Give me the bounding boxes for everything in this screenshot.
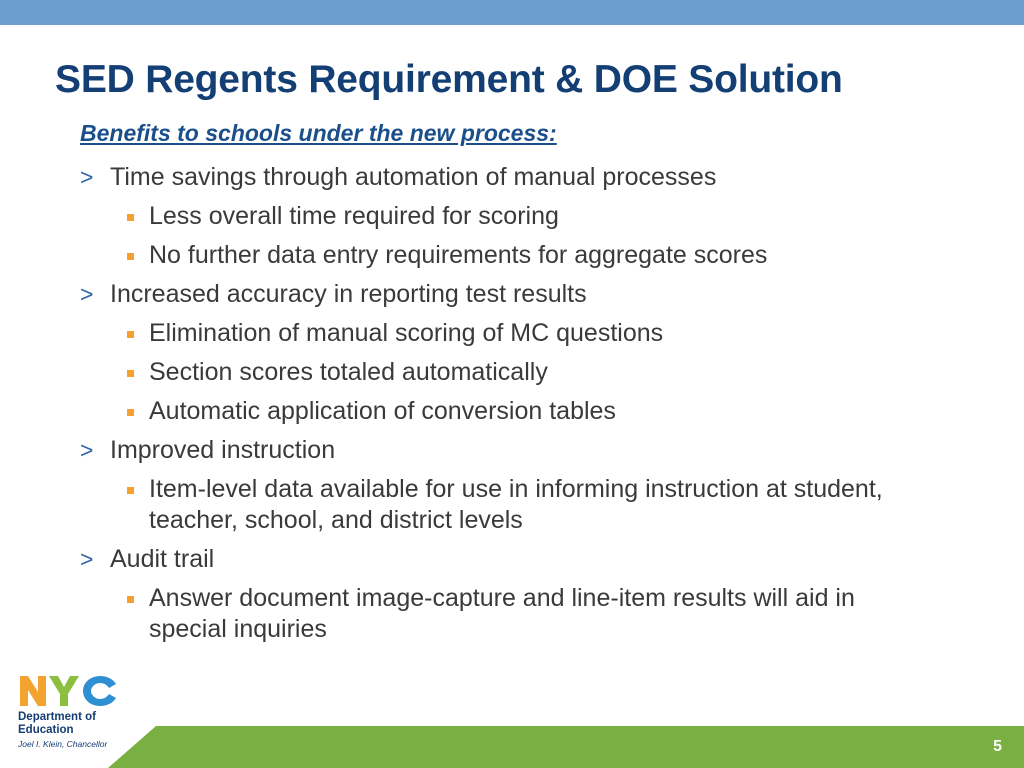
sub-bullet-text: Elimination of manual scoring of MC questions (149, 319, 664, 347)
bullet-text: Audit trail (110, 545, 215, 573)
sub-bullet-text: Automatic application of conversion tables (149, 397, 616, 425)
bullet-item (80, 544, 920, 574)
footer-bar (108, 726, 1024, 768)
sub-bullet-item (80, 318, 920, 349)
bullet-text: Improved instruction (110, 436, 336, 464)
bullet-text: Increased accuracy in reporting test results (110, 280, 587, 308)
sub-bullet-text: Less overall time required for scoring (149, 202, 559, 230)
sub-bullet-text: No further data entry requirements for aggregate scores (149, 241, 768, 269)
page-number: 5 (993, 738, 1002, 755)
square-bullet-icon (127, 487, 134, 494)
square-bullet-icon (127, 253, 134, 260)
slide-subtitle: Benefits to schools under the new process: (80, 120, 557, 146)
square-bullet-icon (127, 409, 134, 416)
sub-bullet-item (80, 474, 920, 536)
square-bullet-icon (127, 596, 134, 603)
bullet-arrow-icon: > (80, 164, 94, 190)
sub-bullet-text: Section scores totaled automatically (149, 358, 548, 386)
sub-bullet-item (80, 201, 920, 232)
sub-bullet-text: Item-level data available for use in informing instruction at student, teacher, school, and district levels (149, 475, 883, 534)
sub-bullet-item (80, 583, 920, 645)
nyc-logo-icon (18, 674, 120, 708)
sub-bullet-item (80, 396, 920, 427)
sub-bullet-text: Answer document image-capture and line-item results will aid in special inquiries (149, 584, 855, 643)
bullet-item (80, 435, 920, 465)
logo-chancellor: Joel I. Klein, Chancellor (18, 739, 108, 749)
logo-dept-line1: Department of (18, 711, 96, 723)
sub-bullet-item (80, 357, 920, 388)
bullet-item (80, 162, 920, 192)
square-bullet-icon (127, 214, 134, 221)
top-accent-bar (0, 0, 1024, 25)
square-bullet-icon (127, 370, 134, 377)
square-bullet-icon (127, 331, 134, 338)
nyc-doe-logo (18, 674, 128, 749)
logo-dept-line2: Education (18, 723, 74, 736)
logo-dept-name (18, 711, 128, 736)
bullet-text: Time savings through automation of manual processes (110, 163, 717, 191)
slide-title: SED Regents Requirement & DOE Solution (55, 58, 843, 101)
bullet-list (80, 162, 920, 653)
bullet-arrow-icon: > (80, 546, 94, 572)
bullet-arrow-icon: > (80, 437, 94, 463)
bullet-item (80, 279, 920, 309)
sub-bullet-item (80, 240, 920, 271)
bullet-arrow-icon: > (80, 281, 94, 307)
